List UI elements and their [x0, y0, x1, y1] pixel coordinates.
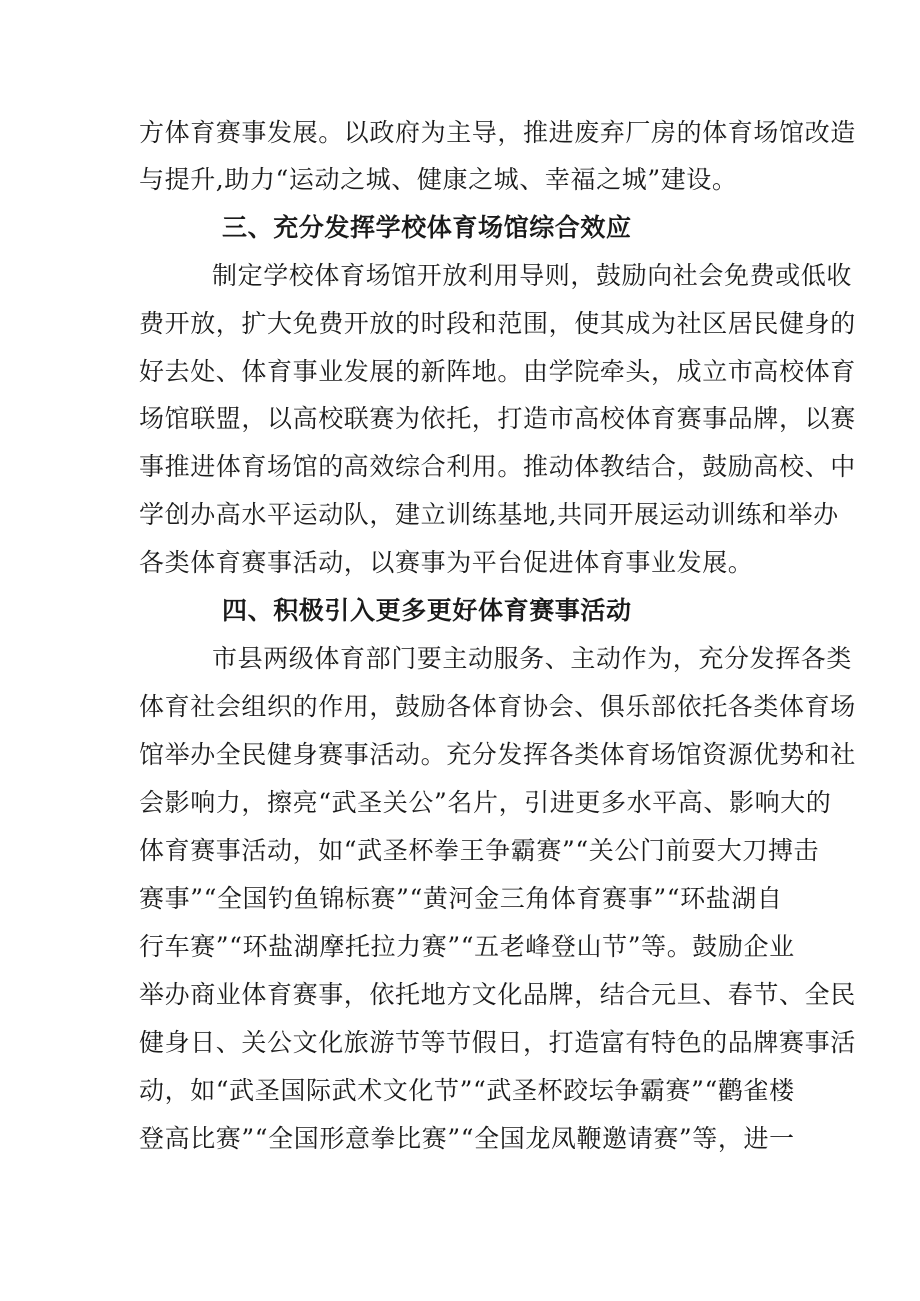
section-4-line-4: 会影响力，擦亮“武圣关公”名片，引进更多水平高、影响大的 — [139, 788, 832, 817]
section-4-line-9: 健身日、关公文化旅游节等节假日，打造富有特色的品牌赛事活 — [139, 1028, 856, 1057]
section-4-line-6: 赛事”“全国钓鱼锦标赛”“黄河金三角体育赛事”“环盐湖自 — [139, 884, 783, 913]
section-4-line-11: 登高比赛”“全国形意拳比赛”“全国龙凤鞭邀请赛”等，进一 — [139, 1124, 795, 1153]
section-4-line-3: 馆举办全民健身赛事活动。充分发挥各类体育场馆资源优势和社 — [139, 740, 856, 769]
section-4-line-10: 动，如“武圣国际武术文化节”“武圣杯跤坛争霸赛”“鹳雀楼 — [139, 1076, 795, 1105]
paragraph-1-line-2: 与提升,助力“运动之城、健康之城、幸福之城”建设。 — [139, 165, 738, 194]
section-3-heading: 三、充分发挥学校体育场馆综合效应 — [222, 213, 632, 242]
section-3-line-2: 费开放，扩大免费开放的时段和范围，使其成为社区居民健身的 — [139, 309, 856, 338]
section-4-heading: 四、积极引入更多更好体育赛事活动 — [222, 596, 632, 625]
section-4-line-1: 市县两级体育部门要主动服务、主动作为，充分发挥各类 — [212, 644, 853, 673]
section-3-line-7: 各类体育赛事活动，以赛事为平台促进体育事业发展。 — [139, 548, 754, 577]
section-4-line-5: 体育赛事活动，如“武圣杯拳王争霸赛”“关公门前耍大刀搏击 — [139, 836, 820, 865]
section-4-line-7: 行车赛”“环盐湖摩托拉力赛”“五老峰登山节”等。鼓励企业 — [139, 932, 795, 961]
section-4-line-2: 体育社会组织的作用，鼓励各体育协会、俱乐部依托各类体育场 — [139, 692, 856, 721]
paragraph-1-line-1: 方体育赛事发展。以政府为主导，推进废弃厂房的体育场馆改造 — [139, 118, 856, 147]
section-3-line-4: 场馆联盟，以高校联赛为依托，打造市高校体育赛事品牌，以赛 — [139, 404, 856, 433]
section-3-line-3: 好去处、体育事业发展的新阵地。由学院牵头，成立市高校体育 — [139, 357, 856, 386]
section-3-line-1: 制定学校体育场馆开放利用导则，鼓励向社会免费或低收 — [212, 261, 853, 290]
section-3-line-6: 学创办高水平运动队，建立训练基地,共同开展运动训练和举办 — [139, 500, 839, 529]
section-3-line-5: 事推进体育场馆的高效综合利用。推动体教结合，鼓励高校、中 — [139, 452, 856, 481]
section-4-line-8: 举办商业体育赛事，依托地方文化品牌，结合元旦、春节、全民 — [139, 980, 856, 1009]
